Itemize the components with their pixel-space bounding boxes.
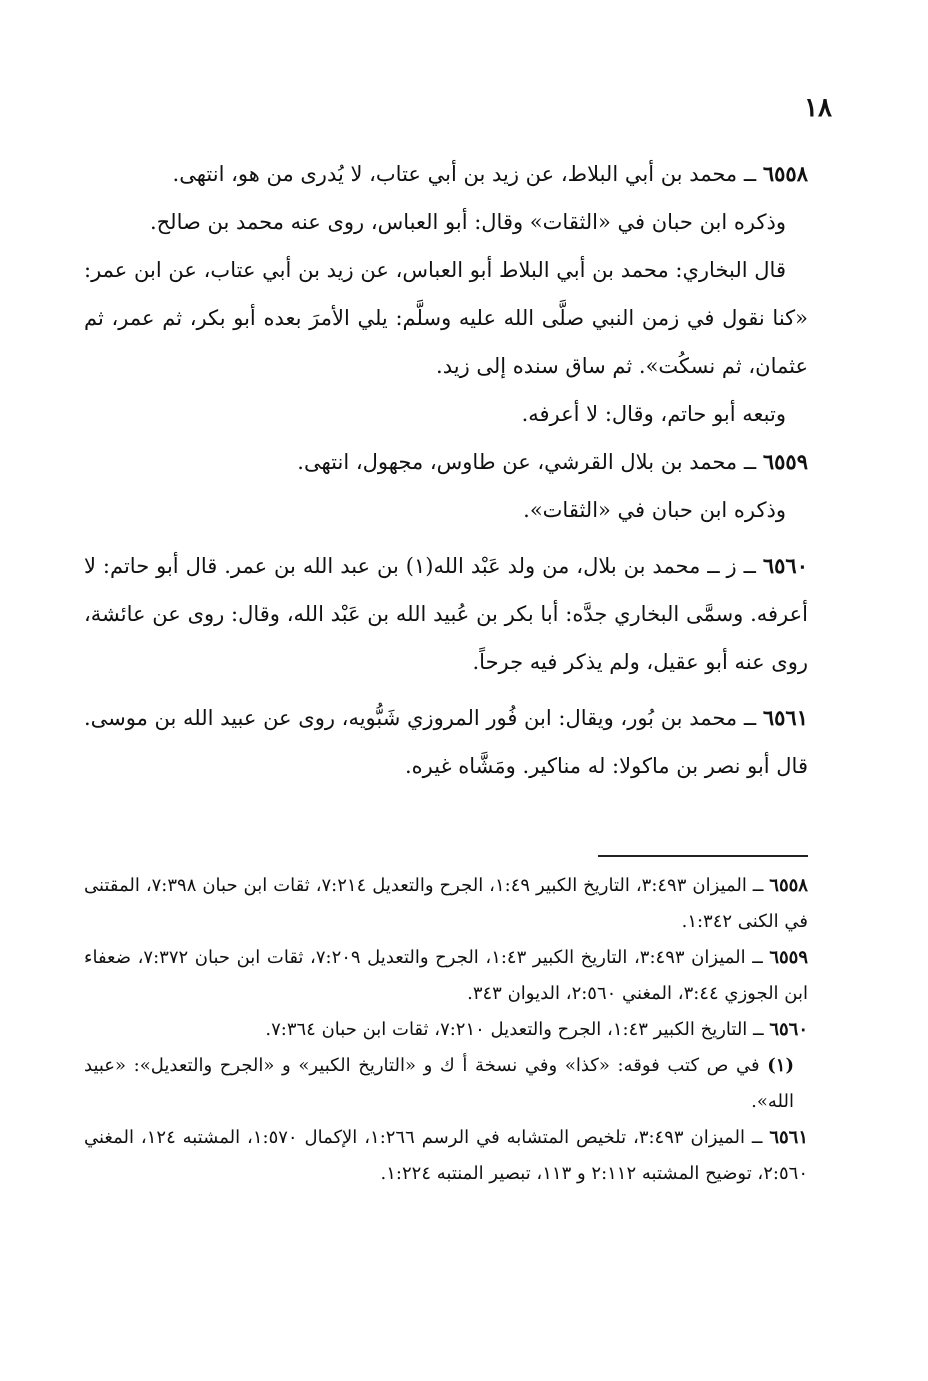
entry-text: ز ــ محمد بن بلال، من ولد عَبْد الله(١) بن عبد الله بن عمر. قال أبو حاتم: لا أعرفه. وسمَّى البخاري جدَّه: أبا بكر بن عُبيد الله بن عَبْد الله، وقال: روى عن عائشة، روى عنه أبو عقيل، ولم يذكر فيه جرحاً. <box>84 554 809 674</box>
footnote-label: ٦٥٦١ <box>769 1127 809 1148</box>
entry-text: محمد بن أبي البلاط، عن زيد بن أبي عتاب، لا يُدرى من هو، انتهى. <box>172 162 738 186</box>
entry-6558 <box>84 150 808 198</box>
footnote-6558 <box>84 868 808 940</box>
footnote-label: ٦٥٥٨ <box>769 875 808 896</box>
footnote-1 <box>84 1048 808 1120</box>
footnote-dash: ــ <box>751 1127 763 1148</box>
footnote-text: الميزان ٣:٤٩٣، تلخيص المتشابه في الرسم ١:٢٦٦، الإكمال ١:٥٧٠، المشتبه ١٢٤، المغني ٢:٥٦٠، توضيح المشتبه ٢:١١٢ و ١١٣، تبصير المنتبه ١:٢٢٤. <box>84 1127 808 1184</box>
entry-text: محمد بن بلال القرشي، عن طاوس، مجهول، انتهى. <box>297 450 738 474</box>
paragraph: وتبعه أبو حاتم، وقال: لا أعرفه. <box>521 402 786 426</box>
main-text <box>84 150 808 790</box>
footnote-dash: ــ <box>753 1019 764 1040</box>
entry-number: ٦٥٥٩ <box>762 449 808 474</box>
entry-dash: ــ <box>743 162 757 186</box>
footnote-text: في ص كتب فوقه: «كذا» وفي نسخة أ ك و «التاريخ الكبير» و «الجرح والتعديل»: «عبيد الله». <box>84 1055 794 1112</box>
entry-number: ٦٥٦١ <box>762 705 808 730</box>
paragraph: قال البخاري: محمد بن أبي البلاط أبو العباس، عن زيد بن أبي عتاب، عن ابن عمر: «كنا نقول في زمن النبي صلَّى الله عليه وسلَّم: يلي الأمرَ بعده أبو بكر، ثم عمر، ثم عثمان، ثم نسكُت». ثم ساق سنده إلى زيد. <box>84 258 808 378</box>
footnote-dash: ــ <box>752 875 764 896</box>
footnote-6559 <box>84 940 808 1012</box>
page-number: ١٨ <box>804 93 832 123</box>
paragraph: وذكره ابن حبان في «الثقات» وقال: أبو العباس، روى عنه محمد بن صالح. <box>149 210 786 234</box>
footnote-divider <box>598 855 808 857</box>
footnote-text: التاريخ الكبير ١:٤٣، الجرح والتعديل ٧:٢١٠، ثقات ابن حبان ٧:٣٦٤. <box>265 1019 748 1040</box>
paragraph: وذكره ابن حبان في «الثقات». <box>523 498 786 522</box>
footnotes <box>84 868 808 1192</box>
entry-text: محمد بن بُور، ويقال: ابن فُور المروزي شَبُّويه، روى عن عبيد الله بن موسى. قال أبو نصر بن ماكولا: له مناكير. ومَشَّاه غيره. <box>84 706 808 778</box>
footnote-text: الميزان ٣:٤٩٣، التاريخ الكبير ١:٤٩، الجرح والتعديل ٧:٢١٤، ثقات ابن حبان ٧:٣٩٨، المقتنى في الكنى ١:٣٤٢. <box>84 875 808 932</box>
footnote-6560 <box>84 1012 808 1048</box>
entry-6561 <box>84 694 808 790</box>
footnote-6561 <box>84 1120 808 1192</box>
entry-6559 <box>84 438 808 486</box>
footnote-dash: ــ <box>752 947 763 968</box>
footnote-label: ٦٥٥٩ <box>769 947 809 968</box>
entry-dash: ــ <box>743 554 756 578</box>
entry-number: ٦٥٥٨ <box>762 161 808 186</box>
entry-6560 <box>84 542 808 686</box>
entry-dash: ــ <box>743 706 757 730</box>
entry-number: ٦٥٦٠ <box>762 553 808 578</box>
entry-dash: ــ <box>743 450 757 474</box>
footnote-text: الميزان ٣:٤٩٣، التاريخ الكبير ١:٤٣، الجرح والتعديل ٧:٢٠٩، ثقات ابن حبان ٧:٣٧٢، ضعفاء ابن الجوزي ٣:٤٤، المغني ٢:٥٦٠، الديوان ٣٤٣. <box>84 947 808 1004</box>
footnote-label: (١) <box>767 1055 794 1076</box>
footnote-label: ٦٥٦٠ <box>769 1019 808 1040</box>
